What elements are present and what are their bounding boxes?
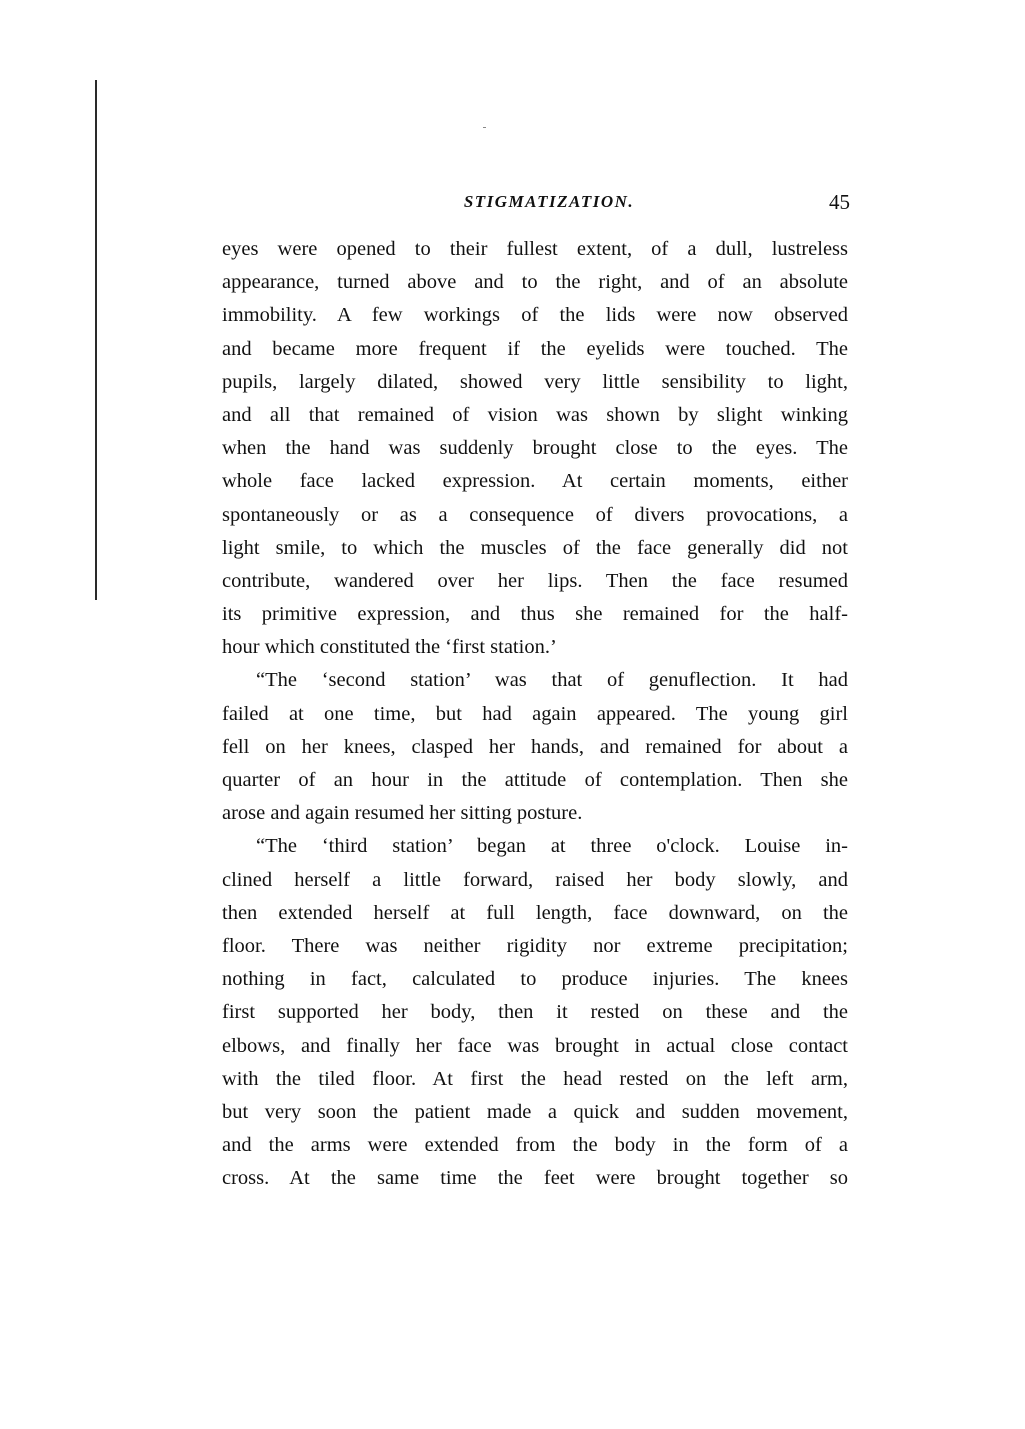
page-binding-edge: [95, 80, 97, 600]
text-line: fell on her knees, clasped her hands, and remained for about a: [222, 735, 848, 758]
text-line: when the hand was suddenly brought close to the eyes. The: [222, 437, 848, 460]
scan-speck: [483, 127, 486, 128]
text-line: failed at one time, but had again appeared. The young girl: [222, 702, 848, 725]
text-line: arose and again resumed her sitting posture.: [222, 802, 583, 825]
text-line: with the tiled floor. At first the head rested on the left arm,: [222, 1067, 848, 1090]
text-line: and became more frequent if the eyelids were touched. The: [222, 337, 848, 360]
text-line: then extended herself at full length, face downward, on the: [222, 901, 848, 924]
text-line: appearance, turned above and to the right, and of an absolute: [222, 271, 848, 294]
text-line: elbows, and finally her face was brought in actual close contact: [222, 1034, 848, 1057]
text-line: clined herself a little forward, raised her body slowly, and: [222, 868, 848, 891]
text-line: and the arms were extended from the body in the form of a: [222, 1134, 848, 1157]
text-line: quarter of an hour in the attitude of contemplation. Then she: [222, 769, 848, 791]
text-line: and all that remained of vision was shown by slight winking: [222, 403, 848, 426]
text-line: “The ‘third station’ began at three o'clock. Louise in-: [256, 835, 848, 858]
text-line: but very soon the patient made a quick and sudden movement,: [222, 1100, 848, 1123]
running-head: [220, 192, 850, 222]
text-line: eyes were opened to their fullest extent, of a dull, lustreless: [222, 238, 848, 260]
text-line: immobility. A few workings of the lids were now observed: [222, 304, 848, 327]
text-line: light smile, to which the muscles of the face generally did not: [222, 536, 848, 559]
paragraph-2: [222, 664, 848, 830]
paragraph-1: [222, 233, 848, 664]
text-line: first supported her body, then it rested on these and the: [222, 1001, 848, 1024]
text-line: cross. At the same time the feet were brought together so: [222, 1167, 848, 1190]
text-line: its primitive expression, and thus she remained for the half-: [222, 603, 848, 626]
text-line: floor. There was neither rigidity nor extreme precipitation;: [222, 934, 848, 957]
text-line: “The ‘second station’ was that of genuflection. It had: [256, 669, 848, 692]
text-line: nothing in fact, calculated to produce injuries. The knees: [222, 968, 848, 991]
text-line: spontaneously or as a consequence of divers provocations, a: [222, 503, 848, 526]
paragraph-3: [222, 830, 848, 1195]
text-line: whole face lacked expression. At certain moments, either: [222, 470, 848, 493]
page-number: 45: [829, 190, 850, 214]
body-text: [222, 233, 848, 1195]
text-line: pupils, largely dilated, showed very little sensibility to light,: [222, 370, 848, 393]
text-line: contribute, wandered over her lips. Then the face resumed: [222, 569, 848, 592]
text-line: hour which constituted the ‘first station.’: [222, 636, 557, 659]
running-title: STIGMATIZATION.: [463, 192, 635, 211]
